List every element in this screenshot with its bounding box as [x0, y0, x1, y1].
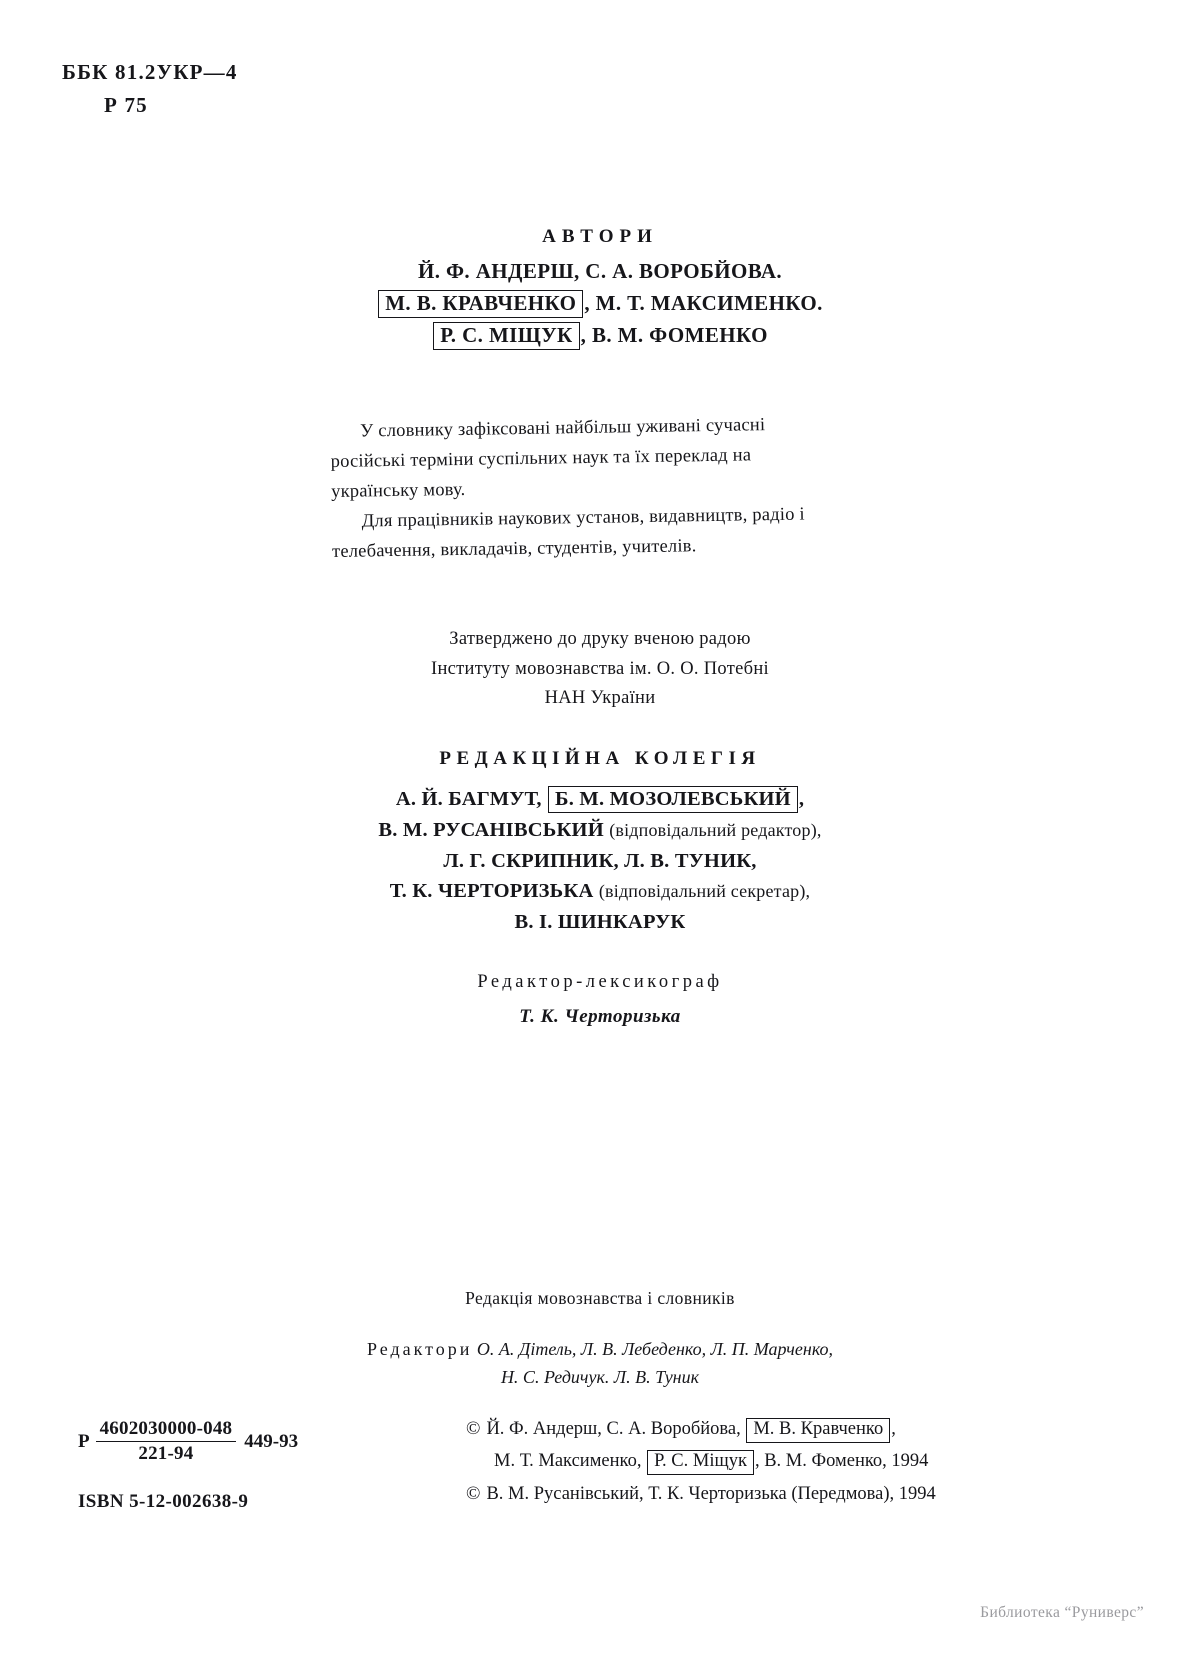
board-member-bahmut: А. Й. БАГМУТ,: [395, 788, 542, 810]
copyright-names-1: Й. Ф. Андерш, С. А. Воробйова,: [486, 1419, 741, 1439]
annotation-paragraph-1: У словнику зафіксовані найбільш уживані сучасні російські терміни суспільних наук та їх переклад на українську мову.: [330, 415, 766, 502]
redactors-label: Редактори: [366, 1339, 473, 1359]
classification-block: [62, 56, 238, 121]
bbk-code: ББК 81.2УКР—4: [62, 60, 238, 84]
author-boxed-mishchuk: Р. С. МІЩУК: [433, 322, 579, 350]
copyright-names-2: М. Т. Максименко,: [494, 1451, 642, 1472]
copyright-icon-2: ©: [466, 1483, 481, 1505]
redactors-block: [0, 1336, 1200, 1392]
redactors-line-1: [0, 1336, 1200, 1364]
copyright-line-1: [466, 1412, 936, 1445]
copyright-boxed-mishchuk: Р. С. Міщук: [647, 1450, 754, 1475]
approval-block: [0, 625, 1200, 714]
author-names-2: , М. Т. МАКСИМЕНКО.: [584, 290, 823, 315]
board-role-editor-in-chief: (відповідальний редактор),: [609, 819, 822, 840]
library-watermark: Библиотека “Руниверс”: [980, 1604, 1144, 1621]
approval-line-2: Інституту мовознавства ім. О. О. Потебні: [431, 658, 769, 679]
approval-line-1: Затверджено до друку вченою радою: [449, 629, 751, 649]
board-line-1: [0, 784, 1200, 815]
imprint-tail-code: 449-93: [244, 1430, 299, 1452]
board-member-rusanivskyi: В. М. РУСАНІВСЬКИЙ: [378, 818, 604, 841]
copyright-block: [466, 1412, 936, 1511]
imprint-code: [78, 1418, 298, 1465]
board-line-2: [0, 815, 1200, 846]
author-names-3: , В. М. ФОМЕНКО: [580, 322, 768, 347]
board-line-4: [0, 876, 1200, 907]
editorial-board-heading: РЕДАКЦІЙНА КОЛЕГІЯ: [439, 748, 761, 769]
redactors-line-2: [0, 1364, 1200, 1392]
author-names-1: Й. Ф. АНДЕРШ, С. А. ВОРОБЙОВА.: [417, 259, 783, 283]
board-role-secretary: (відповідальний секретар),: [598, 881, 811, 902]
board-line-5: В. І. ШИНКАРУК: [514, 911, 686, 933]
copyright-boxed-kravchenko: М. В. Кравченко: [746, 1418, 890, 1443]
imprint-numerator: 4602030000-048: [96, 1418, 237, 1442]
authors-list: [0, 256, 1200, 352]
redactors-names-2: Н. С. Редичук. Л. В. Туник: [500, 1366, 700, 1387]
lexicographer-name: Т. К. Черторизька: [519, 1006, 681, 1027]
imprint-prefix-letter: Р: [78, 1430, 90, 1452]
authors-line-3: [0, 320, 1200, 352]
imprint-denominator: 221-94: [138, 1443, 194, 1464]
redaction-department: Редакція мовознавства і словників: [465, 1288, 735, 1308]
copyright-names-3: В. М. Русанівський, Т. К. Черторизька (Передмова), 1994: [486, 1484, 936, 1505]
board-boxed-mozolevskyi: Б. М. МОЗОЛЕВСЬКИЙ: [548, 786, 798, 813]
board-member-chertoryzka: Т. К. ЧЕРТОРИЗЬКА: [389, 880, 594, 903]
authors-line-1: [0, 256, 1200, 288]
copyright-line-3: [466, 1477, 936, 1510]
copyright-icon: ©: [466, 1418, 481, 1439]
lexicographer-heading: Редактор-лексикограф: [477, 972, 723, 992]
authors-line-2: [0, 288, 1200, 320]
author-boxed-kravchenko: М. В. КРАВЧЕНКО: [378, 290, 583, 318]
board-line-1-comma: ,: [798, 788, 805, 810]
annotation-block: [330, 410, 832, 568]
approval-line-3: НАН України: [544, 688, 656, 709]
imprint-fraction: [96, 1418, 237, 1465]
shelf-code: Р 75: [104, 92, 148, 117]
copyright-names-2-tail: , В. М. Фоменко, 1994: [754, 1451, 929, 1472]
copyright-line-2: [466, 1445, 936, 1477]
isbn-code: ISBN 5-12-002638-9: [78, 1491, 249, 1512]
annotation-paragraph-2: Для працівників наукових установ, видавництв, радіо і телебачення, викладачів, студентів, учителів.: [331, 504, 805, 562]
redactors-names-1: О. А. Дітель, Л. В. Лебеденко, Л. П. Марченко,: [476, 1339, 834, 1359]
copyright-line-1-comma: ,: [891, 1419, 896, 1439]
editorial-board-list: [0, 784, 1200, 938]
board-line-3: Л. Г. СКРИПНИК, Л. В. ТУНИК,: [443, 849, 757, 872]
authors-heading: АВТОРИ: [542, 226, 658, 247]
